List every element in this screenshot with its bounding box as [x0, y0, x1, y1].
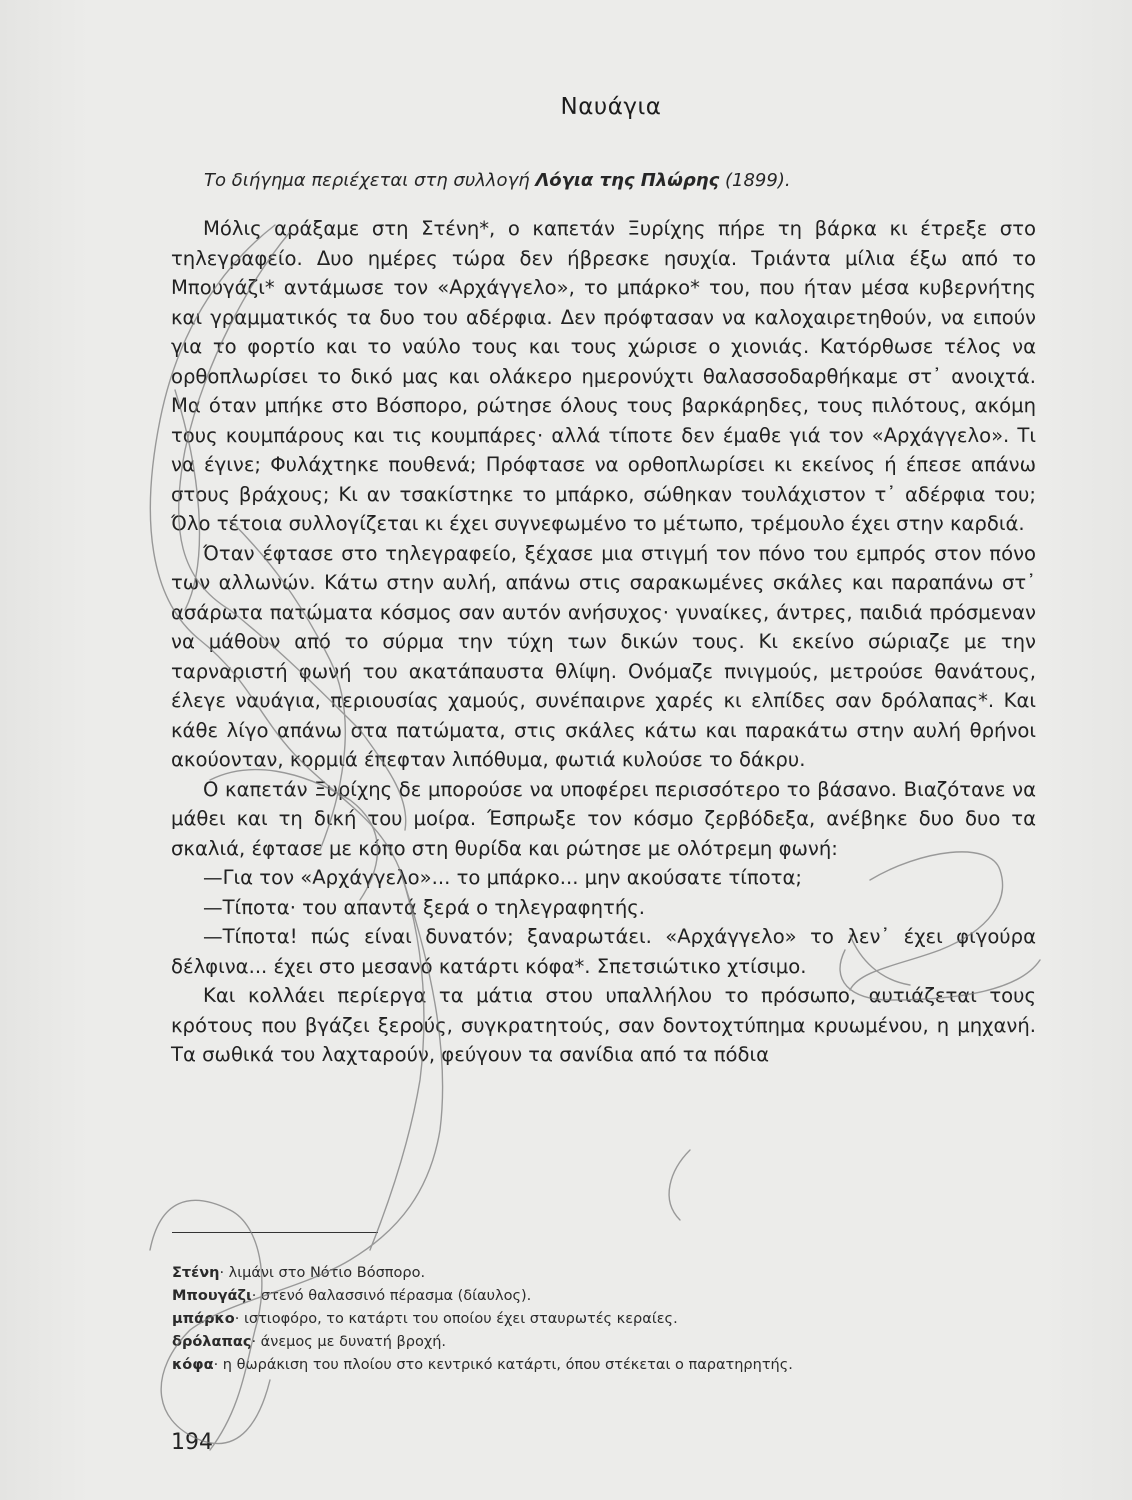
footnote-item: [172, 1308, 1032, 1331]
dialog-line: —Τίποτα! πώς είναι δυνατόν; ξαναρωτάει. «Αρχάγγελο» το λεν᾽ έχει φιγούρα δέλφινα... έχει στο μεσανό κατάρτι κόφα*. Σπετσιώτικο χτίσιμο.: [171, 925, 1036, 978]
dialog-line: —Για τον «Αρχάγγελο»... το μπάρκο... μην ακούσατε τίποτα;: [203, 866, 802, 889]
footnote-definition: · λιμάνι στο Νότιο Βόσπορο.: [219, 1265, 426, 1281]
footnote-item: [172, 1354, 1032, 1377]
footnote-definition: · στενό θαλασσινό πέρασμα (δίαυλος).: [251, 1288, 532, 1304]
footnote-definition: · άνεμος με δυνατή βροχή.: [251, 1334, 447, 1350]
footnote-term: δρόλαπας: [172, 1334, 252, 1350]
source-prefix: Το διήγημα περιέχεται στη συλλογή: [204, 170, 536, 191]
paragraph: Μόλις αράξαμε στη Στένη*, ο καπετάν Ξυρίχης πήρε τη βάρκα κι έτρεξε στο τηλεγραφείο. Δυο ημέρες τώρα δεν ήβρεσκε ησυχία. Τριάντα μίλια έξω από το Μπουγάζι* αντάμωσε τον «Αρχάγγελο», το μπάρκο* του, που ήταν μέσα κυβερνήτης και γραμματικός τα δυο του αδέρφια. Δεν πρόφτασαν να καλοχαιρετηθούν, να ειπούν για το φορτίο και το ναύλο τους και τους χώρισε ο χιονιάς. Κατόρθωσε τέλος να ορθοπλωρίσει το δικό μας και ολάκερο ημερονύχτι θαλασσοδαρθήκαμε στ᾽ ανοιχτά. Μα όταν μπήκε στο Βόσπορο, ρώτησε όλους τους βαρκάρηδες, τους πιλότους, ακόμη τους κουμπάρους και τις κουμπάρες· αλλά τίποτε δεν έμαθε γιά τον «Αρχάγγελο». Τι να έγινε; Φυλάχτηκε πουθενά; Πρόφτασε να ορθοπλωρίσει κι εκείνος ή έπεσε απάνω στους βράχους; Κι αν τσακίστηκε το μπάρκο, σώθηκαν τουλάχιστον τ᾽ αδέρφια του; Όλο τέτοια συλλογίζεται κι έχει συγνεφωμένο το μέτωπο, τρέμουλο έχει στην καρδιά.: [171, 217, 1036, 535]
page-number: 194: [171, 1430, 213, 1455]
footnote-term: μπάρκο: [172, 1311, 235, 1327]
footnote-definition: · η θωράκιση του πλοίου στο κεντρικό κατάρτι, όπου στέκεται ο παρατηρητής.: [213, 1357, 793, 1373]
dialog-line: —Τίποτα· του απαντά ξερά ο τηλεγραφητής.: [203, 895, 645, 919]
source-suffix: (1899).: [719, 170, 791, 191]
footnotes: [172, 1262, 1032, 1377]
footnote-item: [172, 1331, 1032, 1354]
footnote-term: Μπουγάζι: [172, 1288, 252, 1304]
story-body: [171, 214, 1036, 1070]
footnote-item: [172, 1262, 1032, 1285]
footnote-item: [172, 1285, 1032, 1308]
footnote-term: Στένη: [172, 1265, 220, 1281]
story-source-note: [204, 170, 1064, 191]
page-title: Ναυάγια: [560, 94, 662, 120]
source-book-title: Λόγια της Πλώρης: [535, 170, 720, 191]
footnote-definition: · ιστιοφόρο, το κατάρτι του οποίου έχει σταυρωτές κεραίες.: [234, 1311, 678, 1327]
paragraph: Όταν έφτασε στο τηλεγραφείο, ξέχασε μια στιγμή τον πόνο του εμπρός στον πόνο των αλλωνών. Κάτω στην αυλή, απάνω στις σαρακωμένες σκάλες και παραπάνω στ᾽ ασάρωτα πατώματα κόσμος σαν αυτόν ανήσυχος· γυναίκες, άντρες, παιδιά πρόσμεναν να μάθουν από το σύρμα την τύχη των δικών τους. Κι εκείνο σώριαζε με την ταρναριστή φωνή του ακατάπαυστα θλίψη. Ονόμαζε πνιγμούς, μετρούσε θανάτους, έλεγε ναυάγια, περιουσίας χαμούς, συνέπαιρνε χαρές κι ελπίδες σαν δρόλαπας*. Και κάθε λίγο απάνω στα πατώματα, στις σκάλες κάτω και παρακάτω στην αυλή θρήνοι ακούονταν, κορμιά έπεφταν λιπόθυμα, φωτιά κυλούσε το δάκρυ.: [171, 541, 1036, 771]
paragraph: Και κολλάει περίεργα τα μάτια στου υπαλλήλου το πρόσωπο, αυτιάζεται τους κρότους που βγάζει ξερούς, συγκρατητούς, σαν δοντοχτύπημα κρυωμένου, η μηχανή. Τα σωθικά του λαχταρούν, φεύγουν τα σανίδια από τα πόδια: [171, 984, 1036, 1066]
footnote-divider: [172, 1232, 378, 1233]
paragraph: Ο καπετάν Ξυρίχης δε μπορούσε να υποφέρει περισσότερο το βάσανο. Βιαζότανε να μάθει και τη δική του μοίρα. Έσπρωξε τον κόσμο ζερβόδεξα, ανέβηκε δυο δυο τα σκαλιά, έφτασε με κόπο στη θυρίδα και ρώτησε με ολότρεμη φωνή:: [171, 777, 1036, 860]
footnote-term: κόφα: [172, 1357, 214, 1373]
